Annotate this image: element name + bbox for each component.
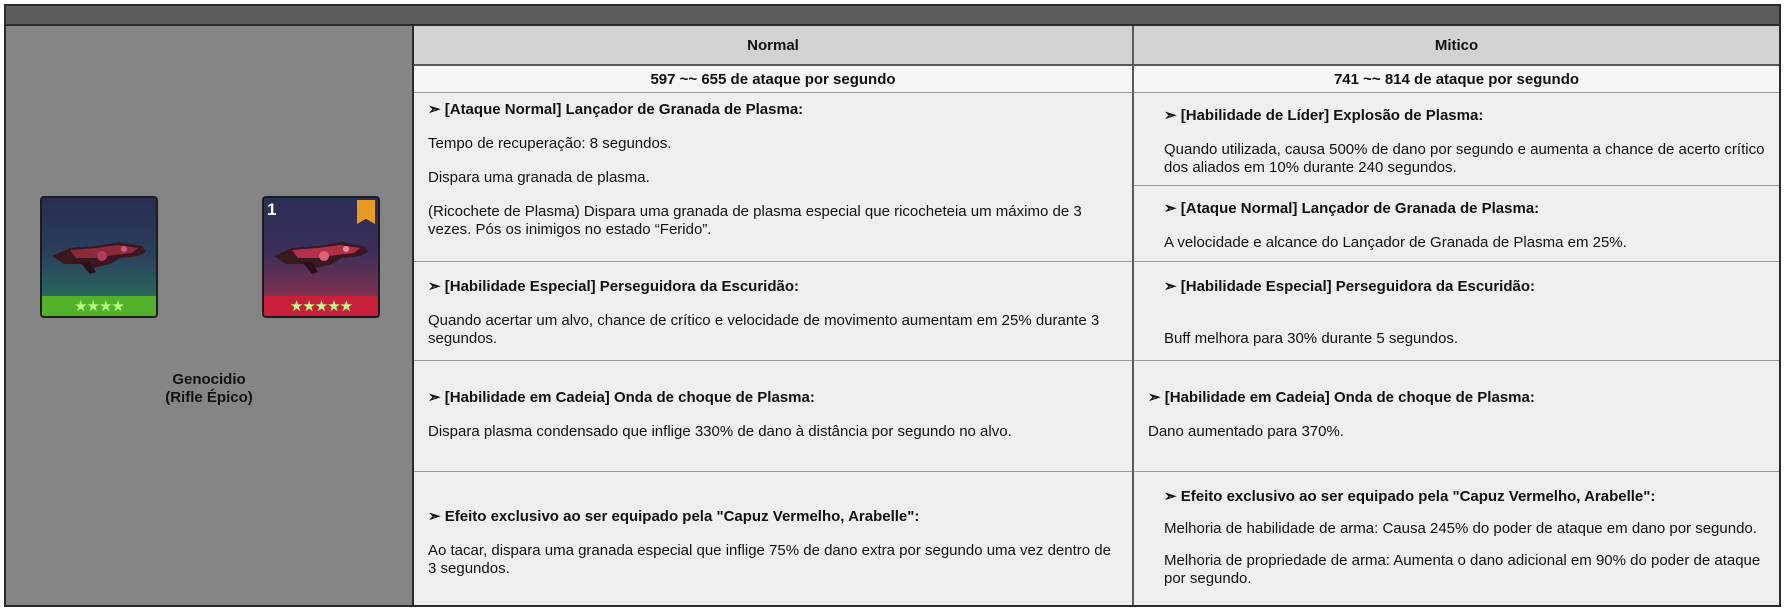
mythic-exclusive-property: Melhoria de propriedade de arma: Aumenta o dano adicional em 90% do poder de ataque por segundo. <box>1164 552 1761 587</box>
normal-attack-desc: Dispara uma granada de plasma. <box>428 169 650 186</box>
mythic-attack-title: ➣ [Ataque Normal] Lançador de Granada de Plasma: <box>1164 200 1540 217</box>
mythic-attack-desc: A velocidade e alcance do Lançador de Granada de Plasma em 25%. <box>1164 234 1627 251</box>
normal-attack-cell <box>414 93 1132 261</box>
mythic-special-cell <box>1134 262 1779 360</box>
weapon-title: Genocidio <box>172 371 246 388</box>
weapon-comparison-table <box>4 4 1781 607</box>
mythic-chain-desc: Dano aumentado para 370%. <box>1148 423 1344 440</box>
star-rating: ★★★★ <box>42 296 156 316</box>
normal-special-cell <box>414 262 1132 360</box>
mythic-special-desc: Buff melhora para 30% durante 5 segundos. <box>1164 330 1459 347</box>
comparison-grid <box>414 26 1779 605</box>
weapon-icon-mythic <box>262 196 380 318</box>
mythic-leader-cell <box>1134 93 1779 185</box>
mythic-attack-cell <box>1134 186 1779 261</box>
weapon-icon-normal <box>40 196 158 318</box>
normal-chain-cell <box>414 361 1132 471</box>
mythic-chain-title: ➣ [Habilidade em Cadeia] Onda de choque de Plasma: <box>1148 389 1535 406</box>
normal-exclusive-cell <box>414 472 1132 605</box>
weapon-name <box>6 371 412 407</box>
star-rating: ★★★★★ <box>264 296 378 316</box>
mythic-exclusive-cell <box>1134 472 1779 605</box>
attack-normal: 597 ~~ 655 de ataque por segundo <box>414 66 1132 92</box>
normal-attack-title: ➣ [Ataque Normal] Lançador de Granada de Plasma: <box>428 101 804 118</box>
attack-mythic: 741 ~~ 814 de ataque por segundo <box>1134 66 1779 92</box>
column-header-mythic: Mitico <box>1134 26 1779 64</box>
plasma-rifle-icon <box>50 234 148 278</box>
mythic-chain-cell <box>1134 361 1779 471</box>
weapon-type: (Rifle Épico) <box>165 389 253 406</box>
normal-attack-cooldown: Tempo de recuperação: 8 segundos. <box>428 135 672 152</box>
column-header-normal: Normal <box>414 26 1132 64</box>
weapon-info-column <box>6 26 414 605</box>
plasma-rifle-icon <box>272 234 370 278</box>
table-title-bar <box>6 6 1779 26</box>
mythic-exclusive-skill: Melhoria de habilidade de arma: Causa 245% do poder de ataque em dano por segundo. <box>1164 520 1757 537</box>
mythic-special-title: ➣ [Habilidade Especial] Perseguidora da Escuridão: <box>1164 278 1536 295</box>
level-badge: 1 <box>267 200 277 219</box>
mythic-leader-title: ➣ [Habilidade de Líder] Explosão de Plasma: <box>1164 107 1484 124</box>
mythic-exclusive-title: ➣ Efeito exclusivo ao ser equipado pela "Capuz Vermelho, Arabelle": <box>1164 488 1656 505</box>
normal-special-title: ➣ [Habilidade Especial] Perseguidora da Escuridão: <box>428 278 800 295</box>
normal-attack-ricochet: (Ricochete de Plasma) Dispara uma granada de plasma especial que ricocheteia um máximo de 3 vezes. Pós os inimigos no estado “Ferido”. <box>428 203 1082 238</box>
normal-chain-title: ➣ [Habilidade em Cadeia] Onda de choque de Plasma: <box>428 389 815 406</box>
normal-chain-desc: Dispara plasma condensado que inflige 330% de dano à distância por segundo no alvo. <box>428 423 1012 440</box>
bookmark-icon <box>357 200 375 224</box>
column-divider <box>1132 26 1134 605</box>
normal-special-desc: Quando acertar um alvo, chance de crítico e velocidade de movimento aumentam em 25% durante 3 segundos. <box>428 312 1100 347</box>
normal-exclusive-title: ➣ Efeito exclusivo ao ser equipado pela "Capuz Vermelho, Arabelle": <box>428 508 920 525</box>
normal-exclusive-desc: Ao tacar, dispara uma granada especial que inflige 75% de dano extra por segundo uma vez dentro de 3 segundos. <box>428 542 1111 577</box>
mythic-leader-desc: Quando utilizada, causa 500% de dano por segundo e aumenta a chance de acerto crítico dos aliados em 10% durante 240 segundos. <box>1164 141 1765 176</box>
